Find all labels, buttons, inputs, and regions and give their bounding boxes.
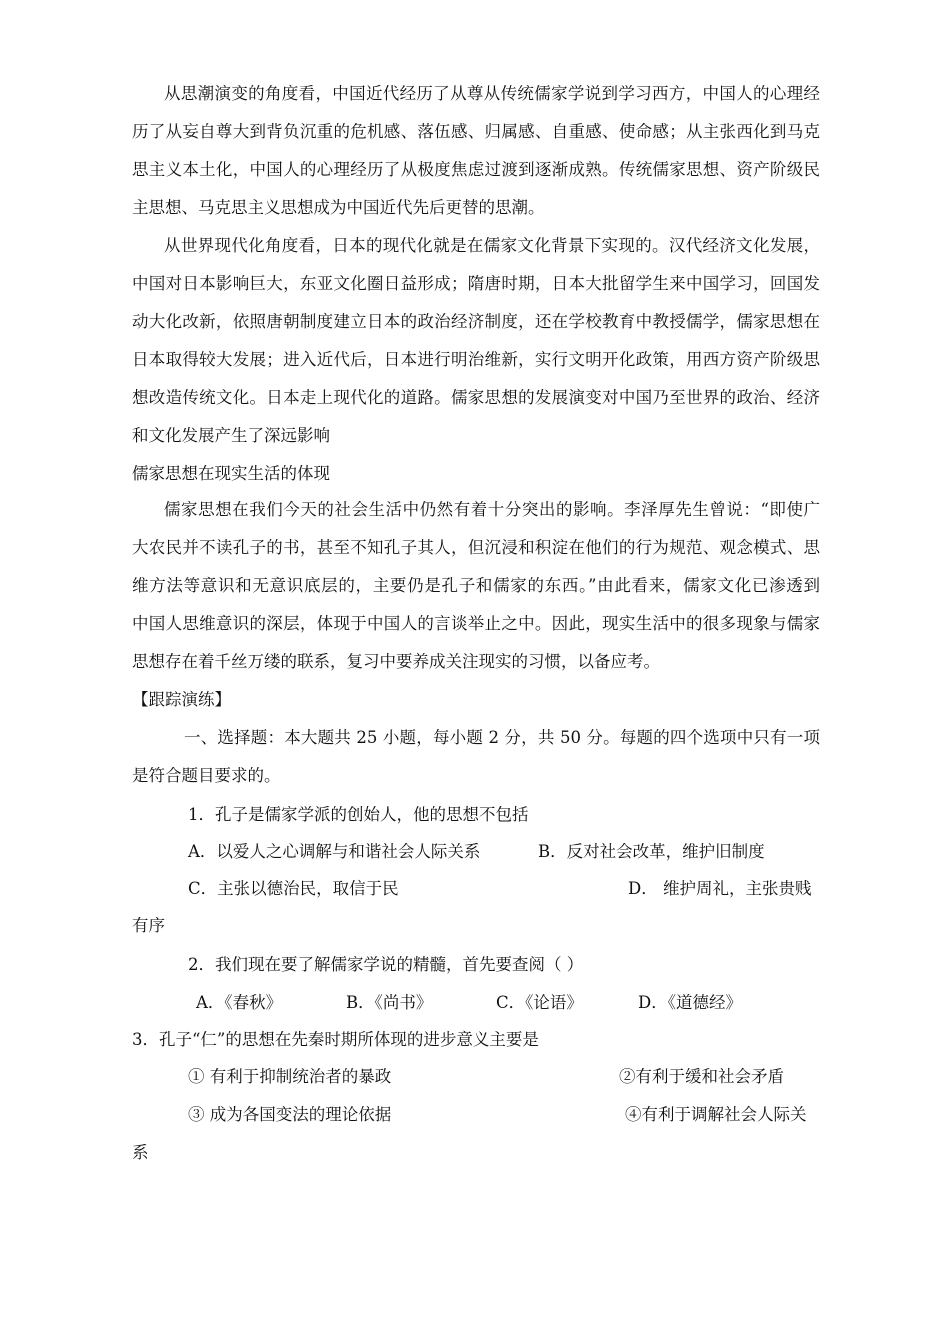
question-3-option-4: ④有利于调解社会人际关 bbox=[625, 1105, 807, 1124]
paragraph-1-line-2: 历了从妄自尊大到背负沉重的危机感、落伍感、归属感、自重感、使命感；从主张西化到马克 bbox=[132, 122, 820, 141]
paragraph-3-line-1: 儒家思想在我们今天的社会生活中仍然有着十分突出的影响。李泽厚先生曾说：“即使广 bbox=[164, 500, 820, 519]
paragraph-3-line-3: 维方法等意识和无意识底层的，主要仍是孔子和儒家的东西。”由此看来，儒家文化已渗透到 bbox=[132, 576, 820, 595]
instructions-line-2: 是符合题目要求的。 bbox=[132, 766, 281, 785]
instructions-line-1: 一、选择题：本大题共 25 小题，每小题 2 分，共 50 分。每题的四个选项中只有一项 bbox=[184, 728, 820, 747]
question-3-option-4-continued: 系 bbox=[132, 1143, 149, 1162]
question-3-stem: 3．孔子“仁”的思想在先秦时期所体现的进步意义主要是 bbox=[132, 1030, 539, 1049]
paragraph-2-line-3: 动大化改新，依照唐朝制度建立日本的政治经济制度，还在学校教育中教授儒学，儒家思想在 bbox=[132, 312, 820, 331]
paragraph-2-line-2: 中国对日本影响巨大，东亚文化圈日益形成；隋唐时期，日本大批留学生来中国学习，回国发 bbox=[132, 274, 820, 293]
paragraph-1-line-1: 从思潮演变的角度看，中国近代经历了从尊从传统儒家学说到学习西方，中国人的心理经 bbox=[164, 84, 820, 103]
question-3-option-2: ②有利于缓和社会矛盾 bbox=[619, 1067, 784, 1086]
paragraph-2-line-5: 想改造传统文化。日本走上现代化的道路。儒家思想的发展演变对中国乃至世界的政治、经济 bbox=[132, 388, 820, 407]
question-1-option-c: C．主张以德治民，取信于民 bbox=[188, 879, 399, 898]
question-1-stem: 1．孔子是儒家学派的创始人，他的思想不包括 bbox=[188, 805, 529, 824]
paragraph-2-line-1: 从世界现代化角度看，日本的现代化就是在儒家文化背景下实现的。汉代经济文化发展， bbox=[164, 236, 820, 255]
paragraph-2-line-6: 和文化发展产生了深远影响 bbox=[132, 426, 330, 445]
question-2-option-c: C．《论语》 bbox=[496, 993, 583, 1012]
question-1-option-b: B．反对社会改革，维护旧制度 bbox=[538, 842, 765, 861]
question-2-option-a: A．《春秋》 bbox=[196, 993, 283, 1012]
question-3-option-1: ① 有利于抑制统治者的暴政 bbox=[188, 1067, 392, 1086]
question-1-option-d-continued: 有序 bbox=[132, 916, 165, 935]
question-3-option-3: ③ 成为各国变法的理论依据 bbox=[188, 1105, 392, 1124]
question-1-option-d: D． 维护周礼，主张贵贱 bbox=[628, 879, 812, 898]
paragraph-3-line-5: 思想存在着千丝万缕的联系，复习中要养成关注现实的习惯，以备应考。 bbox=[132, 652, 660, 671]
question-2-option-b: B．《尚书》 bbox=[346, 993, 433, 1012]
section-heading: 儒家思想在现实生活的体现 bbox=[132, 464, 330, 483]
question-2-stem: 2．我们现在要了解儒家学说的精髓，首先要查阅（ ） bbox=[188, 955, 584, 974]
paragraph-1-line-3: 思主义本土化，中国人的心理经历了从极度焦虑过渡到逐渐成熟。传统儒家思想、资产阶级民 bbox=[132, 160, 820, 179]
paragraph-2-line-4: 日本取得较大发展；进入近代后，日本进行明治维新，实行文明开化政策，用西方资产阶级思 bbox=[132, 350, 820, 369]
paragraph-1-line-4: 主思想、马克思主义思想成为中国近代先后更替的思潮。 bbox=[132, 198, 545, 217]
practice-section-title: 【跟踪演练】 bbox=[132, 690, 231, 709]
question-2-option-d: D．《道德经》 bbox=[638, 993, 742, 1012]
paragraph-3-line-2: 大农民并不读孔子的书，甚至不知孔子其人，但沉浸和积淀在他们的行为规范、观念模式、思 bbox=[132, 538, 820, 557]
paragraph-3-line-4: 中国人思维意识的深层，体现于中国人的言谈举止之中。因此，现实生活中的很多现象与儒家 bbox=[132, 614, 820, 633]
question-1-option-a: A．以爱人之心调解与和谐社会人际关系 bbox=[188, 842, 481, 861]
